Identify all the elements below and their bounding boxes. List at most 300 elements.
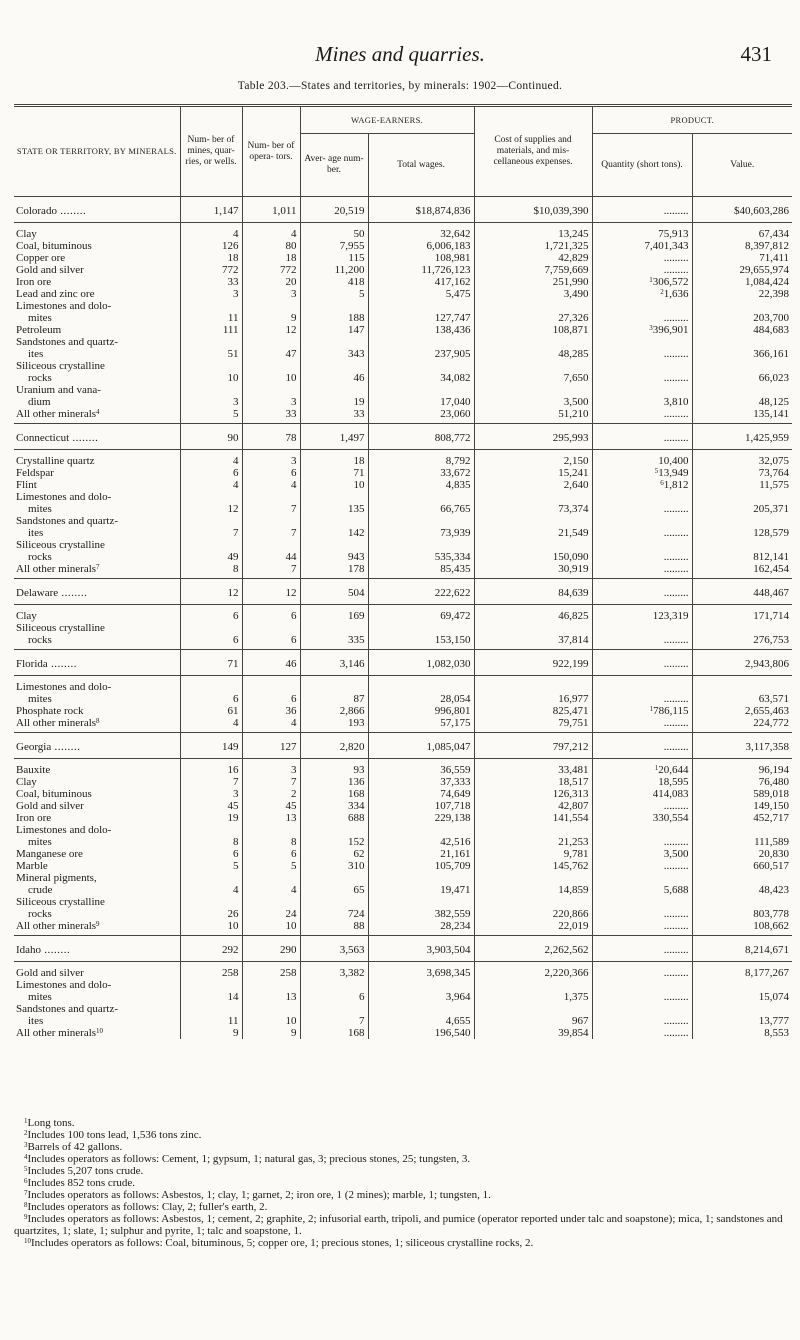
- footnote: $^9$Includes operators as follows: Asbestos, 1; cement, 2; graphite, 2; infusorial earth, tripoli, and pumice (operator reported under talc and soapstone); mica, 1; sandstones and quartzites, 1; slate, 1; sulphur and pyrite, 1; talc and soapstone, 1.: [14, 1213, 783, 1237]
- cell-ops: 3: [242, 396, 300, 408]
- cell-value: 276,753: [692, 634, 792, 650]
- cell-mines: 5: [180, 408, 242, 424]
- cell-mines: 4: [180, 717, 242, 733]
- table-row: [14, 563, 792, 579]
- cell-mines: [180, 491, 242, 503]
- cell-mines: 4: [180, 450, 242, 468]
- cell-cost: 7,650: [474, 372, 592, 384]
- cell-wages: 996,801: [368, 705, 474, 717]
- row-label: Coal, bituminous: [14, 240, 180, 252]
- cell-wages: 74,649: [368, 788, 474, 800]
- cell-avg: 50: [300, 223, 368, 241]
- cell-ops: 12: [242, 324, 300, 336]
- table-row: [14, 705, 792, 717]
- cell-mines: 12: [180, 503, 242, 515]
- cell-wages: 138,436: [368, 324, 474, 336]
- cell-value: 111,589: [754, 836, 790, 848]
- cell-avg: 147: [300, 324, 368, 336]
- table-header: [14, 106, 792, 197]
- row-label: Bauxite: [14, 759, 180, 777]
- cell-qty: .........: [592, 527, 692, 539]
- cell-cost: 251,990: [474, 276, 592, 288]
- cell-value: 8,214,671: [692, 936, 792, 962]
- row-label: Siliceous crystalline: [14, 622, 180, 634]
- cell-qty: .........: [592, 836, 692, 848]
- cell-ops: 3: [242, 450, 300, 468]
- table-row: [14, 467, 792, 479]
- row-label: Limestones and dolo-: [14, 300, 180, 312]
- row-label: mites: [14, 836, 180, 848]
- cell-ops: 44: [242, 551, 300, 563]
- cell-value: 1,425,959: [692, 424, 792, 450]
- cell-ops: 9: [242, 312, 300, 324]
- cell-value: 803,778: [753, 908, 790, 920]
- cell-cost: 13,245: [474, 223, 592, 241]
- cell-avg: 178: [300, 563, 368, 579]
- cell-wages: 32,642: [368, 223, 474, 241]
- cell-cost: [474, 515, 592, 527]
- running-title: Mines and quarries.: [315, 42, 485, 66]
- cell-ops: 3: [242, 288, 300, 300]
- cell-qty: .........: [592, 634, 692, 650]
- cell-avg: 3,563: [300, 936, 368, 962]
- row-label: Gold and silver: [14, 962, 180, 980]
- cell-value: [692, 676, 792, 694]
- footnotes: [14, 1117, 794, 1249]
- row-label: mites: [14, 693, 180, 705]
- cell-mines: 11: [180, 1015, 242, 1027]
- cell-value: 484,683: [753, 324, 790, 336]
- cell-mines: 1,147: [180, 197, 242, 223]
- cell-ops: [242, 622, 300, 634]
- cell-value: 224,772: [692, 717, 792, 733]
- row-label: Limestones and dolo-: [14, 676, 180, 694]
- cell-avg: 135: [300, 503, 368, 515]
- cell-cost: 126,313: [474, 788, 592, 800]
- cell-qty: .........: [592, 693, 692, 705]
- cell-mines: 49: [180, 551, 242, 563]
- cell-ops: 10: [242, 920, 300, 936]
- cell-ops: 1,011: [242, 197, 300, 223]
- cell-cost: 1,375: [474, 991, 592, 1003]
- cell-avg: 188: [300, 312, 368, 324]
- col-cost: Cost of supplies and materials, and mis- cellaneous expenses.: [474, 106, 592, 197]
- cell-value: 812,141: [753, 551, 790, 563]
- cell-mines: 258: [180, 962, 242, 980]
- cell-qty: 75,913: [592, 223, 692, 241]
- cell-cost: 2,262,562: [474, 936, 592, 962]
- cell-wages: 4,655: [368, 1015, 474, 1027]
- cell-ops: [242, 872, 300, 884]
- cell-mines: 33: [180, 276, 242, 288]
- cell-wages: 42,516: [368, 836, 474, 848]
- row-label: mites: [14, 991, 180, 1003]
- cell-avg: 310: [300, 860, 368, 872]
- row-label: Clay: [14, 223, 180, 241]
- cell-mines: 19: [180, 812, 242, 824]
- cell-ops: 33: [242, 408, 300, 424]
- cell-wages: 229,138: [368, 812, 474, 824]
- cell-ops: 258: [242, 962, 300, 980]
- row-label: All other minerals$^4$: [14, 408, 180, 424]
- cell-wages: 4,835: [368, 479, 474, 491]
- cell-qty: .........: [592, 991, 692, 1003]
- cell-qty: [592, 896, 692, 908]
- table-row: [14, 408, 792, 424]
- cell-wages: [368, 336, 474, 348]
- cell-value: 149,150: [753, 800, 790, 812]
- col-group-wage-earners: WAGE-EARNERS.: [300, 106, 474, 134]
- cell-cost: 295,993: [474, 424, 592, 450]
- cell-qty: $^1$786,115: [592, 705, 692, 717]
- cell-avg: [300, 384, 368, 396]
- cell-ops: [242, 300, 300, 312]
- cell-cost: [474, 872, 592, 884]
- cell-qty: 414,083: [592, 788, 692, 800]
- cell-wages: 69,472: [368, 605, 474, 623]
- cell-cost: 79,751: [474, 717, 592, 733]
- cell-wages: 21,161: [368, 848, 474, 860]
- cell-value: [692, 300, 792, 312]
- cell-qty: $^1$20,644: [592, 759, 692, 777]
- table-row: [14, 962, 792, 980]
- cell-value: 205,371: [753, 503, 790, 515]
- cell-value: 452,717: [753, 812, 790, 824]
- cell-value: 48,125: [758, 396, 790, 408]
- cell-cost: 14,859: [474, 884, 592, 896]
- cell-mines: 71: [180, 650, 242, 676]
- row-label: Clay: [14, 776, 180, 788]
- cell-avg: 115: [300, 252, 368, 264]
- cell-value: [692, 824, 792, 836]
- row-label: rocks: [14, 372, 180, 384]
- cell-value: 589,018: [753, 788, 790, 800]
- row-label: Siliceous crystalline: [14, 539, 180, 551]
- cell-qty: .........: [592, 372, 692, 384]
- cell-mines: [180, 300, 242, 312]
- cell-mines: 10: [180, 920, 242, 936]
- row-label: Flint: [14, 479, 180, 491]
- cell-avg: [300, 336, 368, 348]
- state-row: [14, 733, 792, 759]
- cell-avg: [300, 515, 368, 527]
- cell-wages: 73,939: [368, 527, 474, 539]
- cell-avg: 33: [300, 408, 368, 424]
- cell-ops: 4: [242, 223, 300, 241]
- cell-ops: 10: [242, 372, 300, 384]
- cell-avg: 334: [300, 800, 368, 812]
- cell-cost: 150,090: [474, 551, 592, 563]
- table-row: [14, 336, 792, 348]
- cell-mines: [180, 622, 242, 634]
- cell-ops: [242, 360, 300, 372]
- cell-mines: 61: [180, 705, 242, 717]
- cell-qty: .........: [592, 252, 692, 264]
- cell-wages: 23,060: [368, 408, 474, 424]
- cell-wages: 37,333: [368, 776, 474, 788]
- row-label: Connecticut ........: [14, 424, 180, 450]
- cell-avg: 7,955: [300, 240, 368, 252]
- cell-qty: 3,500: [592, 848, 692, 860]
- cell-value: [692, 896, 792, 908]
- cell-qty: $^1$306,572: [592, 276, 692, 288]
- row-label: ites: [14, 527, 180, 539]
- cell-mines: 8: [180, 563, 242, 579]
- row-label: ites: [14, 1015, 180, 1027]
- cell-qty: [592, 1003, 692, 1015]
- cell-cost: 220,866: [474, 908, 592, 920]
- table-row: [14, 860, 792, 872]
- cell-avg: 20,519: [300, 197, 368, 223]
- cell-wages: 417,162: [368, 276, 474, 288]
- row-label: Georgia ........: [14, 733, 180, 759]
- cell-avg: [300, 1003, 368, 1015]
- table-row: [14, 908, 792, 920]
- cell-ops: 127: [242, 733, 300, 759]
- cell-wages: 535,334: [368, 551, 474, 563]
- cell-qty: 5,688: [592, 884, 692, 896]
- table-row: [14, 288, 792, 300]
- cell-value: 67,434: [758, 228, 790, 240]
- cell-cost: 84,639: [474, 579, 592, 605]
- cell-avg: 88: [300, 920, 368, 936]
- cell-cost: [474, 1003, 592, 1015]
- cell-wages: 108,981: [368, 252, 474, 264]
- table-row: [14, 539, 792, 551]
- cell-value: 96,194: [758, 764, 790, 776]
- cell-qty: .........: [592, 1015, 692, 1027]
- cell-ops: 47: [242, 348, 300, 360]
- cell-value: 108,662: [692, 920, 792, 936]
- row-label: Sandstones and quartz-: [14, 1003, 180, 1015]
- cell-mines: 10: [180, 372, 242, 384]
- cell-value: [692, 872, 792, 884]
- cell-mines: [180, 384, 242, 396]
- cell-qty: .........: [592, 800, 692, 812]
- cell-value: [692, 515, 792, 527]
- cell-mines: [180, 872, 242, 884]
- cell-qty: .........: [592, 733, 692, 759]
- cell-mines: [180, 824, 242, 836]
- cell-ops: 6: [242, 634, 300, 650]
- cell-wages: 19,471: [368, 884, 474, 896]
- cell-ops: [242, 515, 300, 527]
- cell-ops: 772: [242, 264, 300, 276]
- cell-mines: 292: [180, 936, 242, 962]
- cell-qty: [592, 539, 692, 551]
- row-label: Delaware ........: [14, 579, 180, 605]
- col-average-number: Aver- age num- ber.: [300, 134, 368, 197]
- cell-qty: .........: [592, 503, 692, 515]
- cell-mines: 9: [180, 1027, 242, 1039]
- cell-value: 660,517: [753, 860, 790, 872]
- cell-cost: [474, 622, 592, 634]
- cell-cost: [474, 384, 592, 396]
- cell-value: 76,480: [758, 776, 790, 788]
- cell-value: 1,084,424: [745, 276, 790, 288]
- row-label: Limestones and dolo-: [14, 491, 180, 503]
- cell-value: 448,467: [692, 579, 792, 605]
- table-row: [14, 884, 792, 896]
- cell-wages: [368, 384, 474, 396]
- cell-cost: 46,825: [474, 605, 592, 623]
- cell-ops: 7: [242, 503, 300, 515]
- cell-ops: 46: [242, 650, 300, 676]
- cell-value: 22,398: [758, 288, 790, 300]
- cell-avg: [300, 896, 368, 908]
- cell-mines: 772: [180, 264, 242, 276]
- cell-wages: 153,150: [368, 634, 474, 650]
- cell-qty: .........: [592, 424, 692, 450]
- cell-mines: 7: [180, 527, 242, 539]
- cell-value: [692, 360, 792, 372]
- cell-qty: 3,810: [592, 396, 692, 408]
- cell-wages: [368, 300, 474, 312]
- row-label: All other minerals$^{10}$: [14, 1027, 180, 1039]
- cell-mines: [180, 979, 242, 991]
- cell-mines: 18: [180, 252, 242, 264]
- cell-avg: 71: [300, 467, 368, 479]
- cell-qty: $^3$396,901: [592, 324, 692, 336]
- cell-value: [692, 336, 792, 348]
- row-label: Mineral pigments,: [14, 872, 180, 884]
- cell-avg: 1,497: [300, 424, 368, 450]
- row-label: Siliceous crystalline: [14, 896, 180, 908]
- table-row: [14, 360, 792, 372]
- col-operators: Num- ber of opera- tors.: [242, 106, 300, 197]
- cell-qty: [592, 336, 692, 348]
- cell-avg: 10: [300, 479, 368, 491]
- row-label: crude: [14, 884, 180, 896]
- cell-wages: 11,726,123: [368, 264, 474, 276]
- cell-ops: [242, 539, 300, 551]
- cell-cost: 37,814: [474, 634, 592, 650]
- cell-value: 2,943,806: [692, 650, 792, 676]
- state-row: [14, 650, 792, 676]
- cell-mines: 4: [180, 884, 242, 896]
- cell-avg: 168: [300, 1027, 368, 1039]
- table-row: [14, 622, 792, 634]
- cell-ops: [242, 979, 300, 991]
- cell-avg: 504: [300, 579, 368, 605]
- footnote: $^1$Long tons.: [24, 1117, 75, 1129]
- cell-ops: 24: [242, 908, 300, 920]
- cell-mines: 6: [180, 634, 242, 650]
- cell-value: 203,700: [753, 312, 790, 324]
- cell-mines: 8: [180, 836, 242, 848]
- table-row: [14, 788, 792, 800]
- cell-value: [692, 979, 792, 991]
- row-label: Manganese ore: [14, 848, 180, 860]
- cell-avg: 93: [300, 759, 368, 777]
- cell-ops: 10: [242, 1015, 300, 1027]
- cell-value: [692, 491, 792, 503]
- cell-cost: 42,829: [474, 252, 592, 264]
- cell-cost: 48,285: [474, 348, 592, 360]
- cell-mines: 51: [180, 348, 242, 360]
- cell-wages: [368, 676, 474, 694]
- table-row: [14, 396, 792, 408]
- cell-qty: .........: [592, 579, 692, 605]
- cell-mines: 90: [180, 424, 242, 450]
- row-label: All other minerals$^8$: [14, 717, 180, 733]
- cell-ops: 8: [242, 836, 300, 848]
- cell-value: 2,655,463: [745, 705, 790, 717]
- cell-wages: [368, 622, 474, 634]
- cell-mines: 6: [180, 467, 242, 479]
- table-row: [14, 300, 792, 312]
- row-label: Limestones and dolo-: [14, 824, 180, 836]
- cell-avg: 168: [300, 788, 368, 800]
- row-label: rocks: [14, 551, 180, 563]
- cell-wages: [368, 1003, 474, 1015]
- row-label: All other minerals$^9$: [14, 920, 180, 936]
- table-row: [14, 348, 792, 360]
- table-row: [14, 491, 792, 503]
- cell-avg: 152: [300, 836, 368, 848]
- row-label: Feldspar: [14, 467, 180, 479]
- cell-qty: 10,400: [592, 450, 692, 468]
- cell-ops: 80: [242, 240, 300, 252]
- row-label: Siliceous crystalline: [14, 360, 180, 372]
- cell-cost: 797,212: [474, 733, 592, 759]
- cell-value: 66,023: [758, 372, 790, 384]
- cell-cost: [474, 360, 592, 372]
- cell-avg: 46: [300, 372, 368, 384]
- table-row: [14, 515, 792, 527]
- table-row: [14, 527, 792, 539]
- table-row: [14, 812, 792, 824]
- table-row: [14, 979, 792, 991]
- cell-avg: 142: [300, 527, 368, 539]
- cell-value: 13,777: [758, 1015, 790, 1027]
- cell-ops: 45: [242, 800, 300, 812]
- cell-cost: [474, 300, 592, 312]
- cell-value: 48,423: [758, 884, 790, 896]
- cell-cost: [474, 824, 592, 836]
- cell-avg: 87: [300, 693, 368, 705]
- cell-qty: .........: [592, 197, 692, 223]
- cell-qty: .........: [592, 717, 692, 733]
- cell-wages: 222,622: [368, 579, 474, 605]
- row-label: Sandstones and quartz-: [14, 515, 180, 527]
- cell-cost: 3,490: [474, 288, 592, 300]
- row-label: All other minerals$^7$: [14, 563, 180, 579]
- cell-cost: 922,199: [474, 650, 592, 676]
- row-label: Iron ore: [14, 276, 180, 288]
- table-row: [14, 503, 792, 515]
- cell-avg: [300, 491, 368, 503]
- cell-avg: [300, 539, 368, 551]
- state-row: [14, 424, 792, 450]
- cell-wages: 107,718: [368, 800, 474, 812]
- cell-cost: 21,253: [474, 836, 592, 848]
- cell-wages: 1,085,047: [368, 733, 474, 759]
- cell-qty: $^6$1,812: [592, 479, 692, 491]
- cell-ops: 7: [242, 776, 300, 788]
- table-row: [14, 1027, 792, 1039]
- cell-cost: 967: [474, 1015, 592, 1027]
- cell-ops: [242, 896, 300, 908]
- cell-mines: 111: [180, 324, 242, 336]
- cell-avg: 724: [300, 908, 368, 920]
- cell-cost: 51,210: [474, 408, 592, 424]
- cell-qty: [592, 622, 692, 634]
- cell-avg: 2,866: [300, 705, 368, 717]
- table-row: [14, 450, 792, 468]
- cell-cost: 2,640: [474, 479, 592, 491]
- cell-avg: 418: [300, 276, 368, 288]
